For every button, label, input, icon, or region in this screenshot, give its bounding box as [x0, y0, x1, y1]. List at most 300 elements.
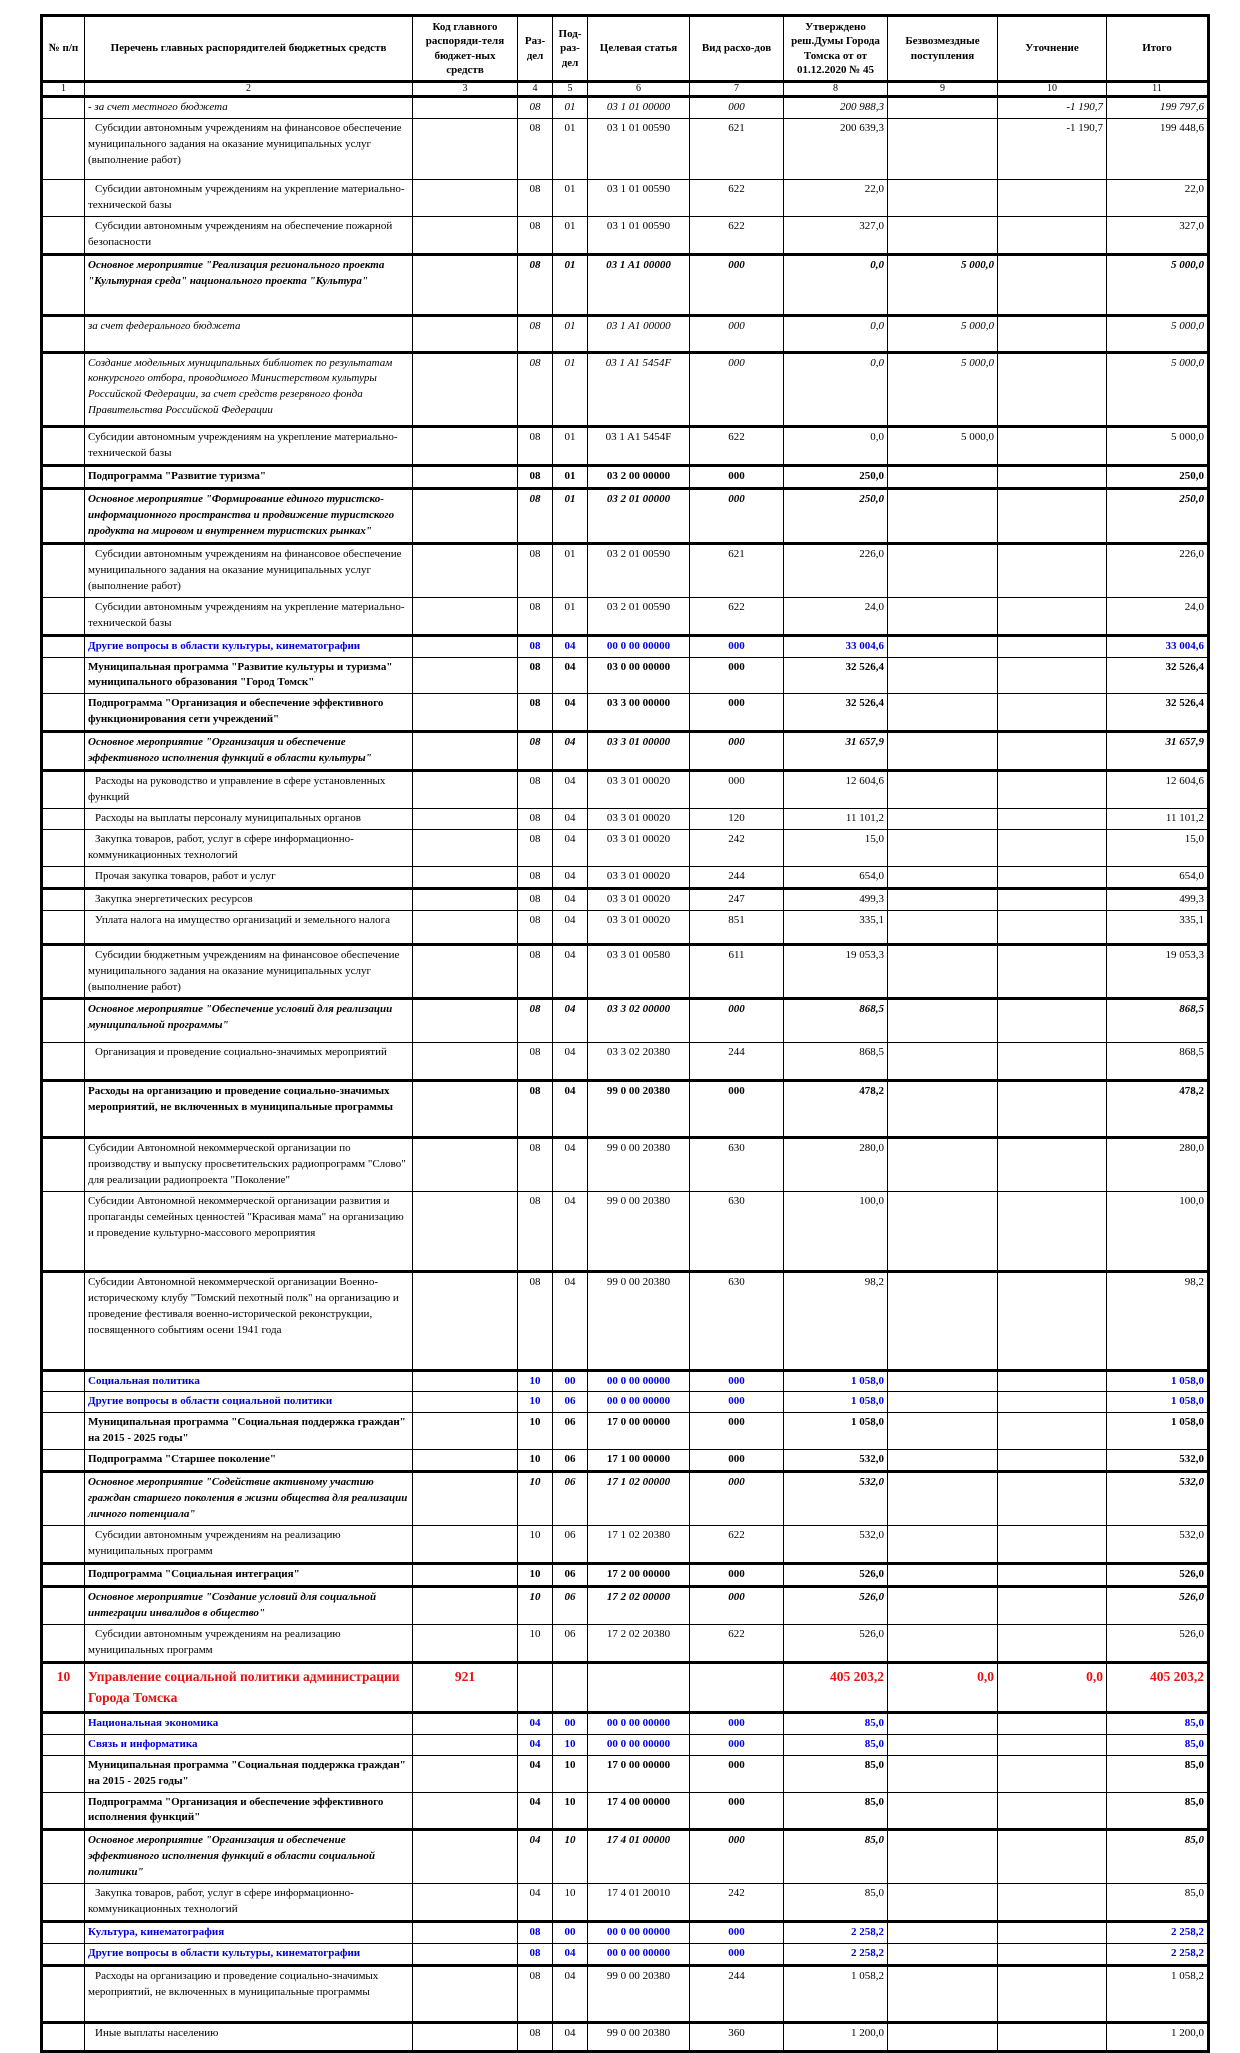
cell-expense-type: 000 — [690, 694, 784, 732]
cell-grbs-name: Социальная политика — [85, 1370, 413, 1392]
cell-grants: 0,0 — [888, 1662, 998, 1712]
cell-grbs-name: Расходы на организацию и проведение социально-значимых мероприятий, не включенных в муниципальные программы — [85, 1081, 413, 1138]
cell-grbs-code — [413, 1370, 518, 1392]
cell-total: 250,0 — [1107, 489, 1209, 544]
table-header — [42, 16, 1209, 97]
cell-adjustment — [998, 254, 1107, 315]
cell-grbs-code — [413, 1271, 518, 1370]
cell-target-article: 00 0 00 00000 — [588, 1922, 690, 1944]
col-header-grbs-code: Код главного распоряди-теля бюджет-ных средств — [413, 16, 518, 82]
cell-total: 526,0 — [1107, 1586, 1209, 1624]
colnum-11: 11 — [1107, 82, 1209, 97]
cell-approved: 2 258,2 — [784, 1944, 888, 1966]
cell-adjustment — [998, 694, 1107, 732]
cell-grbs-code — [413, 829, 518, 866]
cell-target-article: 03 1 A1 5454F — [588, 427, 690, 466]
cell-num — [42, 352, 85, 427]
cell-approved: 250,0 — [784, 466, 888, 489]
cell-adjustment — [998, 1734, 1107, 1755]
table-row — [42, 97, 1209, 119]
cell-num — [42, 427, 85, 466]
cell-grants — [888, 1734, 998, 1755]
cell-target-article: 00 0 00 00000 — [588, 1370, 690, 1392]
cell-target-article: 17 2 02 00000 — [588, 1586, 690, 1624]
cell-approved: 868,5 — [784, 1043, 888, 1081]
cell-grants — [888, 1586, 998, 1624]
cell-num — [42, 809, 85, 830]
cell-approved: 532,0 — [784, 1472, 888, 1526]
cell-approved: 327,0 — [784, 216, 888, 254]
cell-grbs-name: Основное мероприятие "Создание условий для социальной интеграции инвалидов в общество" — [85, 1586, 413, 1624]
cell-target-article: 17 0 00 00000 — [588, 1413, 690, 1450]
cell-adjustment — [998, 910, 1107, 944]
cell-adjustment — [998, 1138, 1107, 1192]
cell-grants — [888, 1624, 998, 1662]
cell-podrazdel: 01 — [553, 597, 588, 635]
cell-expense-type: 000 — [690, 1081, 784, 1138]
cell-grbs-code — [413, 489, 518, 544]
cell-razdel: 08 — [518, 809, 553, 830]
cell-podrazdel: 06 — [553, 1392, 588, 1413]
cell-expense-type: 242 — [690, 1884, 784, 1922]
cell-adjustment — [998, 866, 1107, 888]
cell-total: 15,0 — [1107, 829, 1209, 866]
table-row — [42, 1563, 1209, 1586]
cell-adjustment — [998, 635, 1107, 657]
cell-adjustment — [998, 2022, 1107, 2051]
cell-adjustment — [998, 888, 1107, 910]
cell-grbs-name: Иные выплаты населению — [85, 2022, 413, 2051]
cell-grbs-name: Подпрограмма "Развитие туризма" — [85, 466, 413, 489]
cell-grbs-code — [413, 1450, 518, 1472]
cell-total: 868,5 — [1107, 1043, 1209, 1081]
cell-podrazdel: 06 — [553, 1413, 588, 1450]
cell-adjustment: 0,0 — [998, 1662, 1107, 1712]
cell-total: 85,0 — [1107, 1734, 1209, 1755]
table-row — [42, 427, 1209, 466]
cell-target-article: 03 2 01 00590 — [588, 543, 690, 597]
cell-grants — [888, 1526, 998, 1564]
cell-razdel: 08 — [518, 543, 553, 597]
cell-total: 478,2 — [1107, 1081, 1209, 1138]
cell-grbs-code — [413, 866, 518, 888]
cell-total: 98,2 — [1107, 1271, 1209, 1370]
cell-podrazdel: 04 — [553, 1944, 588, 1966]
cell-target-article: 17 1 00 00000 — [588, 1450, 690, 1472]
cell-total: 5 000,0 — [1107, 315, 1209, 352]
table-row — [42, 119, 1209, 180]
cell-approved: 11 101,2 — [784, 809, 888, 830]
cell-approved: 868,5 — [784, 999, 888, 1043]
cell-target-article: 00 0 00 00000 — [588, 1734, 690, 1755]
cell-razdel: 08 — [518, 944, 553, 999]
cell-grbs-code — [413, 1392, 518, 1413]
cell-expense-type: 000 — [690, 489, 784, 544]
cell-target-article: 03 2 01 00590 — [588, 597, 690, 635]
col-header-grbs-list: Перечень главных распорядителей бюджетных средств — [85, 16, 413, 82]
cell-adjustment — [998, 489, 1107, 544]
cell-grbs-name: Закупка товаров, работ, услуг в сфере информационно-коммуникационных технологий — [85, 829, 413, 866]
cell-grbs-code — [413, 352, 518, 427]
cell-razdel: 08 — [518, 635, 553, 657]
table-row — [42, 694, 1209, 732]
cell-approved: 85,0 — [784, 1884, 888, 1922]
cell-num — [42, 1792, 85, 1830]
cell-adjustment — [998, 1392, 1107, 1413]
cell-total: 5 000,0 — [1107, 427, 1209, 466]
cell-total: 5 000,0 — [1107, 352, 1209, 427]
cell-expense-type: 000 — [690, 1755, 784, 1792]
table-row — [42, 635, 1209, 657]
cell-podrazdel: 04 — [553, 1043, 588, 1081]
cell-adjustment — [998, 1586, 1107, 1624]
cell-grbs-code — [413, 1884, 518, 1922]
cell-target-article: 03 3 01 00020 — [588, 866, 690, 888]
cell-adjustment — [998, 427, 1107, 466]
col-header-num: № п/п — [42, 16, 85, 82]
cell-podrazdel: 04 — [553, 694, 588, 732]
cell-target-article: 03 3 01 00580 — [588, 944, 690, 999]
table-row — [42, 216, 1209, 254]
cell-approved: 532,0 — [784, 1526, 888, 1564]
cell-podrazdel: 04 — [553, 1191, 588, 1271]
table-row — [42, 1944, 1209, 1966]
cell-target-article: 00 0 00 00000 — [588, 1392, 690, 1413]
cell-approved: 85,0 — [784, 1712, 888, 1734]
cell-grbs-name: Другие вопросы в области культуры, кинематографии — [85, 1944, 413, 1966]
cell-grbs-name: Расходы на организацию и проведение социально-значимых мероприятий, не включенных в муниципальные программы — [85, 1965, 413, 2022]
cell-target-article: 03 3 00 00000 — [588, 694, 690, 732]
cell-grbs-name: Другие вопросы в области культуры, кинематографии — [85, 635, 413, 657]
cell-target-article: 03 1 A1 00000 — [588, 254, 690, 315]
cell-num — [42, 1413, 85, 1450]
cell-expense-type: 000 — [690, 1586, 784, 1624]
cell-expense-type: 000 — [690, 1413, 784, 1450]
colnum-7: 7 — [690, 82, 784, 97]
cell-grants — [888, 771, 998, 809]
cell-podrazdel: 00 — [553, 1712, 588, 1734]
cell-num — [42, 866, 85, 888]
cell-total: 22,0 — [1107, 179, 1209, 216]
cell-grbs-name: за счет федерального бюджета — [85, 315, 413, 352]
cell-grants — [888, 97, 998, 119]
cell-approved: 24,0 — [784, 597, 888, 635]
cell-num — [42, 119, 85, 180]
cell-num — [42, 1586, 85, 1624]
cell-grbs-name: Субсидии автономным учреждениям на финансовое обеспечение муниципального задания на оказание муниципальных услуг (выполнение работ) — [85, 543, 413, 597]
cell-expense-type: 000 — [690, 635, 784, 657]
cell-total: 1 200,0 — [1107, 2022, 1209, 2051]
cell-podrazdel: 04 — [553, 944, 588, 999]
cell-razdel: 08 — [518, 1191, 553, 1271]
cell-grbs-code — [413, 216, 518, 254]
cell-razdel: 08 — [518, 888, 553, 910]
colnum-9: 9 — [888, 82, 998, 97]
cell-approved: 33 004,6 — [784, 635, 888, 657]
cell-num — [42, 1450, 85, 1472]
cell-expense-type: 000 — [690, 1712, 784, 1734]
cell-target-article: 03 1 01 00590 — [588, 179, 690, 216]
cell-expense-type: 000 — [690, 1792, 784, 1830]
cell-num — [42, 1922, 85, 1944]
cell-num — [42, 216, 85, 254]
cell-total: 32 526,4 — [1107, 694, 1209, 732]
cell-adjustment — [998, 216, 1107, 254]
table-row — [42, 1662, 1209, 1712]
table-row — [42, 1081, 1209, 1138]
cell-podrazdel: 04 — [553, 732, 588, 771]
table-row — [42, 1191, 1209, 1271]
cell-adjustment — [998, 944, 1107, 999]
cell-grbs-name: Субсидии Автономной некоммерческой организации по производству и выпуску просветительских радиопрограмм "Слово" для реализации радиопроекта "Поколение" — [85, 1138, 413, 1192]
cell-expense-type: 622 — [690, 1624, 784, 1662]
cell-total: 31 657,9 — [1107, 732, 1209, 771]
cell-expense-type: 000 — [690, 657, 784, 694]
cell-podrazdel: 06 — [553, 1563, 588, 1586]
table-row — [42, 1922, 1209, 1944]
cell-total: 85,0 — [1107, 1712, 1209, 1734]
cell-approved: 85,0 — [784, 1830, 888, 1884]
cell-approved: 12 604,6 — [784, 771, 888, 809]
cell-podrazdel: 04 — [553, 1138, 588, 1192]
cell-podrazdel: 06 — [553, 1472, 588, 1526]
cell-target-article: 03 2 00 00000 — [588, 466, 690, 489]
cell-expense-type: 000 — [690, 999, 784, 1043]
cell-num — [42, 1271, 85, 1370]
cell-expense-type: 622 — [690, 179, 784, 216]
cell-approved: 98,2 — [784, 1271, 888, 1370]
cell-grants — [888, 1830, 998, 1884]
cell-num — [42, 910, 85, 944]
cell-target-article: 03 1 01 00590 — [588, 216, 690, 254]
cell-grbs-name: Расходы на руководство и управление в сфере установленных функций — [85, 771, 413, 809]
cell-target-article: 00 0 00 00000 — [588, 635, 690, 657]
cell-total: 5 000,0 — [1107, 254, 1209, 315]
cell-num — [42, 1370, 85, 1392]
cell-grants — [888, 888, 998, 910]
cell-grbs-name: Основное мероприятие "Организация и обеспечение эффективного исполнения функций в области социальной политики" — [85, 1830, 413, 1884]
cell-expense-type: 630 — [690, 1271, 784, 1370]
cell-grbs-code — [413, 1734, 518, 1755]
cell-total: 2 258,2 — [1107, 1922, 1209, 1944]
cell-expense-type: 622 — [690, 216, 784, 254]
cell-expense-type: 244 — [690, 866, 784, 888]
cell-num — [42, 1965, 85, 2022]
cell-approved: 280,0 — [784, 1138, 888, 1192]
cell-razdel: 08 — [518, 254, 553, 315]
cell-approved: 526,0 — [784, 1624, 888, 1662]
cell-grbs-name: Создание модельных муниципальных библиотек по результатам конкурсного отбора, проводимого Министерством культуры Российской Федерации, за счет средств резервного фонда Правительства Российской Федерации — [85, 352, 413, 427]
cell-target-article: 17 1 02 00000 — [588, 1472, 690, 1526]
cell-razdel: 08 — [518, 179, 553, 216]
table-row — [42, 254, 1209, 315]
table-row — [42, 1830, 1209, 1884]
cell-expense-type: 622 — [690, 597, 784, 635]
cell-podrazdel: 01 — [553, 543, 588, 597]
cell-target-article: 99 0 00 20380 — [588, 1138, 690, 1192]
cell-podrazdel: 10 — [553, 1755, 588, 1792]
cell-target-article: 17 4 00 00000 — [588, 1792, 690, 1830]
cell-grbs-code — [413, 466, 518, 489]
cell-expense-type: 000 — [690, 1392, 784, 1413]
cell-podrazdel: 04 — [553, 771, 588, 809]
cell-adjustment — [998, 315, 1107, 352]
cell-expense-type: 244 — [690, 1043, 784, 1081]
table-row — [42, 1586, 1209, 1624]
cell-grbs-code — [413, 1965, 518, 2022]
cell-grants — [888, 119, 998, 180]
colnum-3: 3 — [413, 82, 518, 97]
col-header-grants: Безвозмездные поступления — [888, 16, 998, 82]
cell-razdel: 04 — [518, 1830, 553, 1884]
cell-grbs-code — [413, 597, 518, 635]
cell-adjustment — [998, 657, 1107, 694]
col-header-approved: Утверждено реш.Думы Города Томска от от 01.12.2020 № 45 — [784, 16, 888, 82]
cell-total: 33 004,6 — [1107, 635, 1209, 657]
cell-razdel: 08 — [518, 489, 553, 544]
cell-grants — [888, 694, 998, 732]
cell-num — [42, 97, 85, 119]
cell-expense-type: 120 — [690, 809, 784, 830]
cell-expense-type: 244 — [690, 1965, 784, 2022]
table-row — [42, 910, 1209, 944]
cell-razdel: 08 — [518, 1922, 553, 1944]
cell-grants: 5 000,0 — [888, 427, 998, 466]
cell-approved: 526,0 — [784, 1563, 888, 1586]
colnum-8: 8 — [784, 82, 888, 97]
table-row — [42, 1965, 1209, 2022]
cell-expense-type: 611 — [690, 944, 784, 999]
cell-podrazdel: 04 — [553, 866, 588, 888]
cell-approved: 250,0 — [784, 489, 888, 544]
cell-target-article: 03 1 01 00590 — [588, 119, 690, 180]
table-row — [42, 1043, 1209, 1081]
cell-expense-type: 360 — [690, 2022, 784, 2051]
cell-num — [42, 543, 85, 597]
cell-total: 85,0 — [1107, 1755, 1209, 1792]
cell-razdel: 08 — [518, 97, 553, 119]
cell-adjustment: -1 190,7 — [998, 97, 1107, 119]
cell-adjustment — [998, 1755, 1107, 1792]
cell-podrazdel: 04 — [553, 910, 588, 944]
cell-grants — [888, 597, 998, 635]
table-row — [42, 809, 1209, 830]
table-row — [42, 999, 1209, 1043]
cell-num — [42, 657, 85, 694]
table-row — [42, 1413, 1209, 1450]
cell-podrazdel: 00 — [553, 1370, 588, 1392]
cell-total: 12 604,6 — [1107, 771, 1209, 809]
cell-grbs-code — [413, 1755, 518, 1792]
table-row — [42, 771, 1209, 809]
table-body — [42, 97, 1209, 2052]
cell-grants — [888, 489, 998, 544]
cell-grbs-name: Субсидии автономным учреждениям на реализацию муниципальных программ — [85, 1624, 413, 1662]
col-header-podrazdel: Под-раз-дел — [553, 16, 588, 82]
cell-expense-type: 000 — [690, 1563, 784, 1586]
cell-razdel: 08 — [518, 1965, 553, 2022]
cell-grbs-name: Субсидии автономным учреждениям на укрепление материально-технической базы — [85, 597, 413, 635]
cell-adjustment — [998, 1450, 1107, 1472]
cell-razdel: 08 — [518, 1138, 553, 1192]
cell-razdel: 08 — [518, 1944, 553, 1966]
cell-adjustment — [998, 1472, 1107, 1526]
cell-target-article: 17 4 01 00000 — [588, 1830, 690, 1884]
cell-adjustment — [998, 179, 1107, 216]
table-row — [42, 1755, 1209, 1792]
cell-grbs-name: - за счет местного бюджета — [85, 97, 413, 119]
cell-grbs-name: Основное мероприятие "Формирование единого туристско-информационного пространства и продвижение туристского продукта на мировом и внутреннем туристских рынках" — [85, 489, 413, 544]
cell-grants — [888, 1712, 998, 1734]
cell-total: 280,0 — [1107, 1138, 1209, 1192]
cell-grbs-name: Закупка товаров, работ, услуг в сфере информационно-коммуникационных технологий — [85, 1884, 413, 1922]
cell-grbs-code — [413, 1922, 518, 1944]
colnum-6: 6 — [588, 82, 690, 97]
cell-approved: 226,0 — [784, 543, 888, 597]
cell-grants — [888, 910, 998, 944]
cell-approved: 0,0 — [784, 315, 888, 352]
cell-total: 199 448,6 — [1107, 119, 1209, 180]
cell-expense-type: 000 — [690, 1370, 784, 1392]
cell-grants: 5 000,0 — [888, 254, 998, 315]
cell-num — [42, 1830, 85, 1884]
cell-approved: 200 639,3 — [784, 119, 888, 180]
cell-adjustment — [998, 1792, 1107, 1830]
cell-target-article: 03 3 01 00020 — [588, 829, 690, 866]
cell-adjustment — [998, 352, 1107, 427]
cell-num — [42, 1944, 85, 1966]
cell-total: 19 053,3 — [1107, 944, 1209, 999]
cell-approved: 1 058,2 — [784, 1965, 888, 2022]
cell-grants — [888, 543, 998, 597]
cell-target-article: 17 2 02 20380 — [588, 1624, 690, 1662]
cell-grants — [888, 866, 998, 888]
cell-razdel: 08 — [518, 466, 553, 489]
cell-grants — [888, 999, 998, 1043]
cell-grants — [888, 1563, 998, 1586]
cell-grants — [888, 1392, 998, 1413]
cell-approved: 1 058,0 — [784, 1370, 888, 1392]
cell-razdel: 08 — [518, 999, 553, 1043]
cell-total: 100,0 — [1107, 1191, 1209, 1271]
cell-approved: 405 203,2 — [784, 1662, 888, 1712]
table-row — [42, 352, 1209, 427]
cell-grbs-code — [413, 254, 518, 315]
cell-approved: 85,0 — [784, 1734, 888, 1755]
cell-target-article: 03 0 00 00000 — [588, 657, 690, 694]
cell-grbs-name: Национальная экономика — [85, 1712, 413, 1734]
cell-grbs-code — [413, 1586, 518, 1624]
cell-grbs-name: Основное мероприятие "Обеспечение условий для реализации муниципальной программы" — [85, 999, 413, 1043]
cell-target-article: 17 4 01 20010 — [588, 1884, 690, 1922]
cell-approved: 32 526,4 — [784, 694, 888, 732]
cell-approved: 19 053,3 — [784, 944, 888, 999]
cell-num — [42, 771, 85, 809]
cell-grants — [888, 635, 998, 657]
cell-expense-type: 000 — [690, 1450, 784, 1472]
table-row — [42, 179, 1209, 216]
cell-target-article: 03 3 01 00020 — [588, 771, 690, 809]
cell-adjustment — [998, 809, 1107, 830]
cell-grbs-code — [413, 1624, 518, 1662]
cell-razdel: 08 — [518, 866, 553, 888]
cell-grbs-name: Субсидии автономным учреждениям на укрепление материально-технической базы — [85, 179, 413, 216]
cell-grants — [888, 1043, 998, 1081]
cell-grbs-name: Основное мероприятие "Содействие активному участию граждан старшего поколения в жизни общества для реализации личного потенциала" — [85, 1472, 413, 1526]
cell-grbs-code — [413, 657, 518, 694]
cell-adjustment — [998, 1624, 1107, 1662]
cell-grbs-name: Расходы на выплаты персоналу муниципальных органов — [85, 809, 413, 830]
